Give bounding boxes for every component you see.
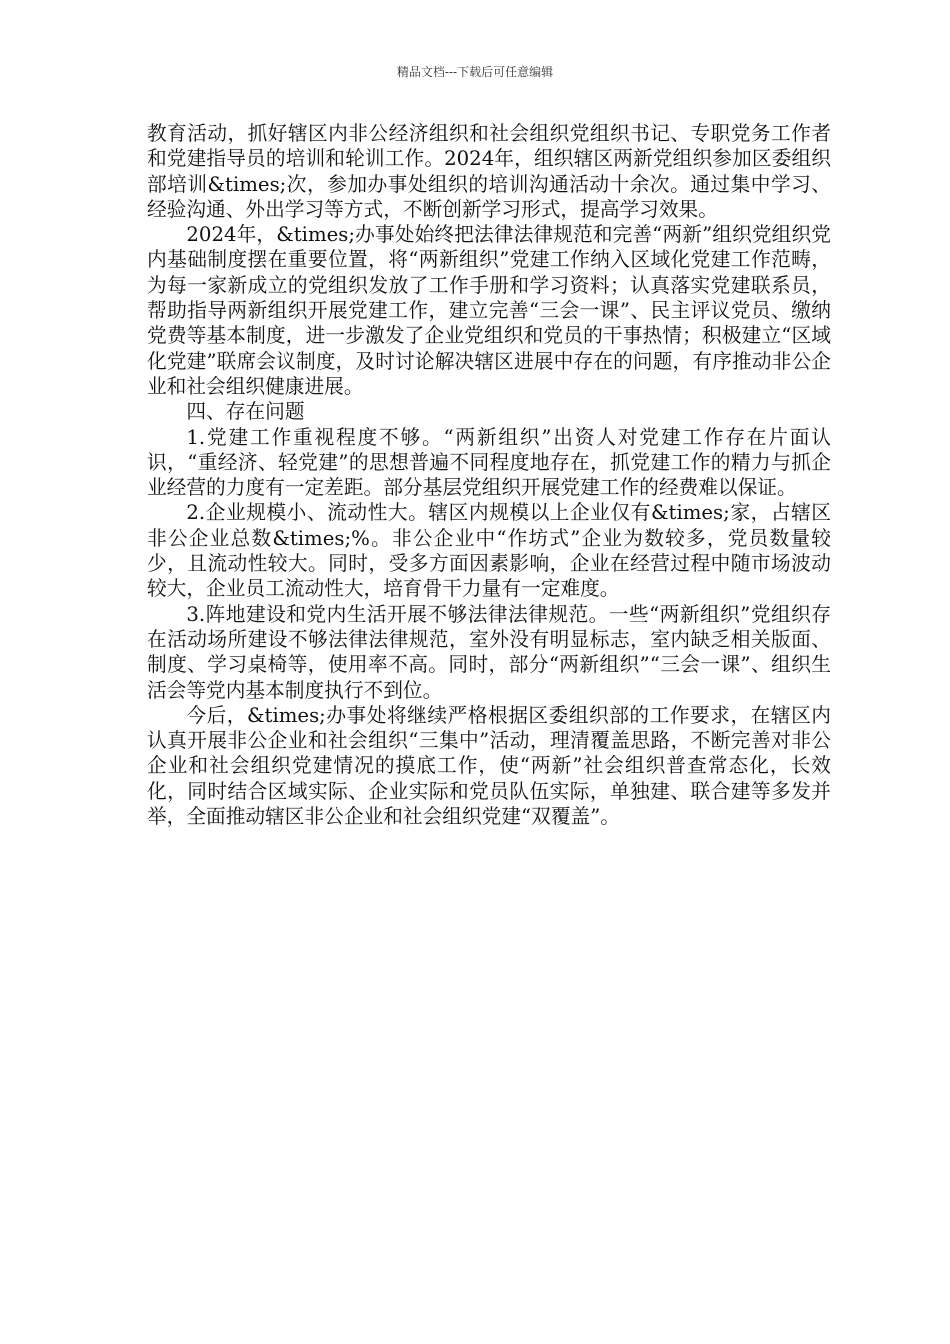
paragraph-training: 教育活动，抓好辖区内非公经济组织和社会组织党组织书记、专职党务工作者和党建指导员的培训和轮训工作。2024年，组织辖区两新党组织参加区委组织部培训&times;次，参加办事处组织的培训沟通活动十余次。通过集中学习、经验沟通、外出学习等方式，不断创新学习形式，提高学习效果。	[147, 122, 831, 221]
paragraph-future-work: 今后，&times;办事处将继续严格根据区委组织部的工作要求，在辖区内认真开展非公企业和社会组织“三集中”活动，理清覆盖思路，不断完善对非公企业和社会组织党建情况的摸底工作，使“两新”社会组织普查常态化，长效化，同时结合区域实际、企业实际和党员队伍实际，单独建、联合建等多发并举，全面推动辖区非公企业和社会组织党建“双覆盖”。	[147, 703, 831, 829]
page-header: 精品文档---下载后可任意编辑	[396, 65, 554, 79]
paragraph-problem-3: 3.阵地建设和党内生活开展不够法律法律规范。一些“两新组织”党组织存在活动场所建设不够法律法律规范，室外没有明显标志，室内缺乏相关版面、制度、学习桌椅等，使用率不高。同时，部分“两新组织”“三会一课”、组织生活会等党内基本制度执行不到位。	[147, 602, 831, 702]
paragraph-problem-1: 1.党建工作重视程度不够。“两新组织”出资人对党建工作存在片面认识，“重经济、轻党建”的思想普遍不同程度地存在，抓党建工作的精力与抓企业经营的力度有一定差距。部分基层党组织开展党建工作的经费难以保证。	[147, 425, 831, 500]
paragraph-problem-2: 2.企业规模小、流动性大。辖区内规模以上企业仅有&times;家，占辖区非公企业总数&times;%。非公企业中“作坊式”企业为数较多，党员数量较少，且流动性较大。同时，受多方面因素影响，企业在经营过程中随市场波动较大，企业员工流动性大，培育骨干力量有一定难度。	[147, 501, 831, 601]
document-body	[147, 121, 831, 829]
section-heading-problems: 四、存在问题	[186, 400, 305, 424]
paragraph-institution-building: 2024年，&times;办事处始终把法律法律规范和完善“两新”组织党组织党内基础制度摆在重要位置，将“两新组织”党建工作纳入区域化党建工作范畴，为每一家新成立的党组织发放了工作手册和学习资料；认真落实党建联系员，帮助指导两新组织开展党建工作，建立完善“三会一课”、民主评议党员、缴纳党费等基本制度，进一步激发了企业党组织和党员的干事热情；积极建立“区域化党建”联席会议制度，及时讨论解决辖区进展中存在的问题，有序推动非公企业和社会组织健康进展。	[147, 223, 831, 398]
